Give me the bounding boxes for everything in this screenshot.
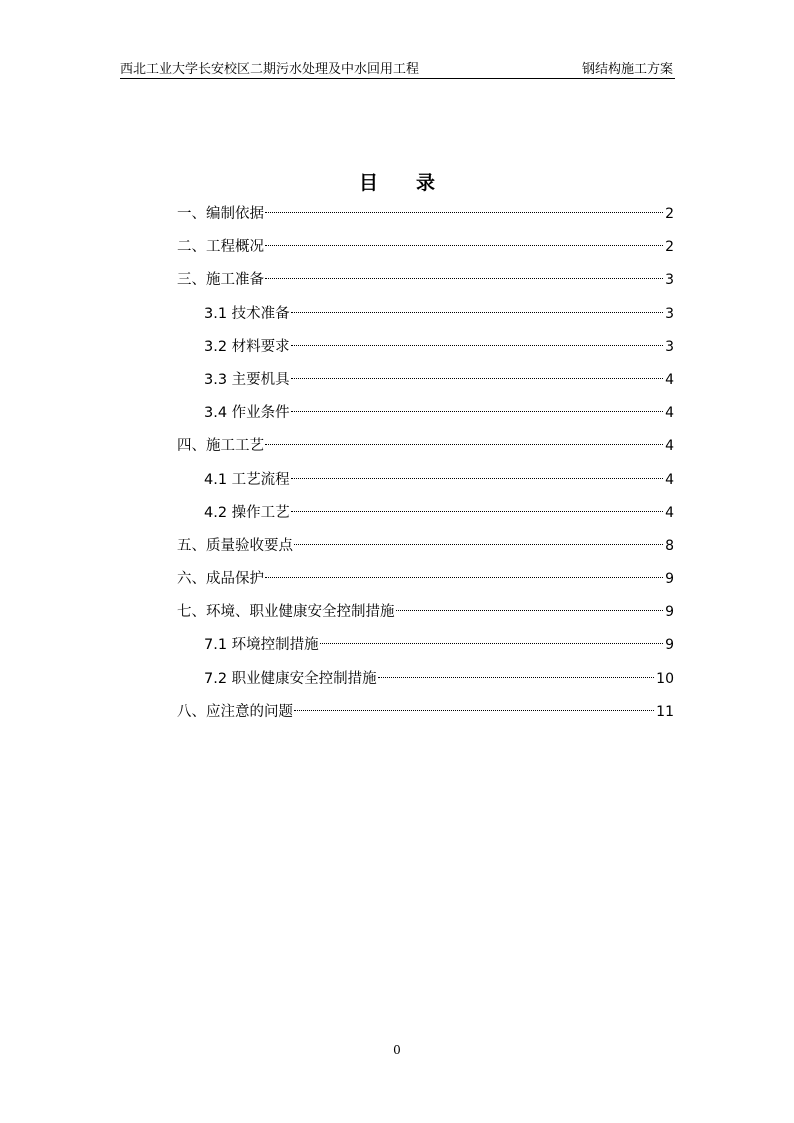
toc-entry-page: 10	[656, 670, 674, 687]
toc-title-char-1: 目	[358, 172, 378, 194]
toc-entry-page: 2	[665, 206, 674, 222]
toc-entry-page: 4	[665, 438, 674, 455]
toc-entry-label: 六、成品保护	[177, 571, 264, 588]
toc-dot-leader	[294, 710, 654, 711]
toc-dot-leader	[265, 245, 663, 246]
toc-entry-page: 9	[665, 604, 674, 621]
toc-entry[interactable]	[177, 198, 674, 231]
toc-dot-leader	[396, 610, 664, 611]
toc-entry[interactable]	[177, 596, 674, 629]
toc-entry-label: 五、质量验收要点	[177, 537, 293, 554]
header-project-title: 西北工业大学长安校区二期污水处理及中水回用工程	[120, 62, 420, 77]
toc-entry[interactable]	[177, 298, 674, 331]
toc-entry[interactable]	[177, 331, 674, 364]
toc-dot-leader	[265, 577, 663, 578]
toc-entry-page: 9	[665, 637, 674, 654]
toc-entry-label: 3.1 技术准备	[204, 305, 290, 322]
toc-entry-page: 4	[665, 405, 674, 422]
toc-entry-label: 4.2 操作工艺	[204, 504, 290, 521]
toc-entry-label: 3.2 材料要求	[204, 338, 290, 355]
page-header	[120, 58, 675, 79]
toc-title-char-2: 录	[416, 172, 436, 194]
toc-entry-label: 3.3 主要机具	[204, 371, 290, 388]
toc-entry-label: 二、工程概况	[177, 239, 264, 256]
toc-entry-page: 3	[665, 305, 674, 322]
toc-dot-leader	[265, 444, 663, 445]
toc-entry-label: 一、编制依据	[177, 206, 264, 222]
toc-entry-page: 9	[665, 571, 674, 588]
toc-dot-leader	[291, 511, 663, 512]
toc-entry-label: 三、施工准备	[177, 272, 264, 289]
toc-entry[interactable]	[177, 663, 674, 696]
toc-entry-page: 4	[665, 371, 674, 388]
toc-dot-leader	[291, 312, 663, 313]
toc-entry-label: 7.1 环境控制措施	[204, 637, 319, 654]
toc-entry[interactable]	[177, 364, 674, 397]
toc-entry-page: 3	[665, 272, 674, 289]
toc-dot-leader	[291, 378, 663, 379]
toc-entry-page: 2	[665, 239, 674, 256]
toc-dot-leader	[291, 345, 663, 346]
toc-entry[interactable]	[177, 530, 674, 563]
toc-dot-leader	[294, 544, 663, 545]
toc-entry[interactable]	[177, 397, 674, 430]
toc-entry[interactable]	[177, 497, 674, 530]
toc-entry-label: 七、环境、职业健康安全控制措施	[177, 604, 395, 621]
toc-entry[interactable]	[177, 464, 674, 497]
toc-entry-page: 4	[665, 471, 674, 488]
toc-entry-page: 3	[665, 338, 674, 355]
toc-entry[interactable]	[177, 629, 674, 662]
toc-dot-leader	[265, 212, 663, 213]
table-of-contents	[177, 198, 674, 729]
toc-entry[interactable]	[177, 231, 674, 264]
header-document-title: 钢结构施工方案	[581, 62, 673, 77]
toc-dot-leader	[291, 478, 663, 479]
toc-dot-leader	[320, 643, 663, 644]
toc-title	[0, 168, 794, 195]
toc-entry-label: 四、施工工艺	[177, 438, 264, 455]
toc-entry-page: 8	[665, 537, 674, 554]
toc-entry[interactable]	[177, 563, 674, 596]
toc-entry[interactable]	[177, 430, 674, 463]
toc-entry-label: 八、应注意的问题	[177, 703, 293, 720]
toc-entry-label: 7.2 职业健康安全控制措施	[204, 670, 377, 687]
toc-dot-leader	[265, 278, 663, 279]
toc-entry-page: 11	[656, 703, 674, 720]
toc-entry-label: 3.4 作业条件	[204, 405, 290, 422]
page-number: 0	[393, 1043, 401, 1057]
toc-dot-leader	[291, 411, 663, 412]
toc-entry-page: 4	[665, 504, 674, 521]
toc-entry[interactable]	[177, 696, 674, 729]
toc-entry[interactable]	[177, 264, 674, 297]
toc-dot-leader	[378, 677, 655, 678]
toc-entry-label: 4.1 工艺流程	[204, 471, 290, 488]
